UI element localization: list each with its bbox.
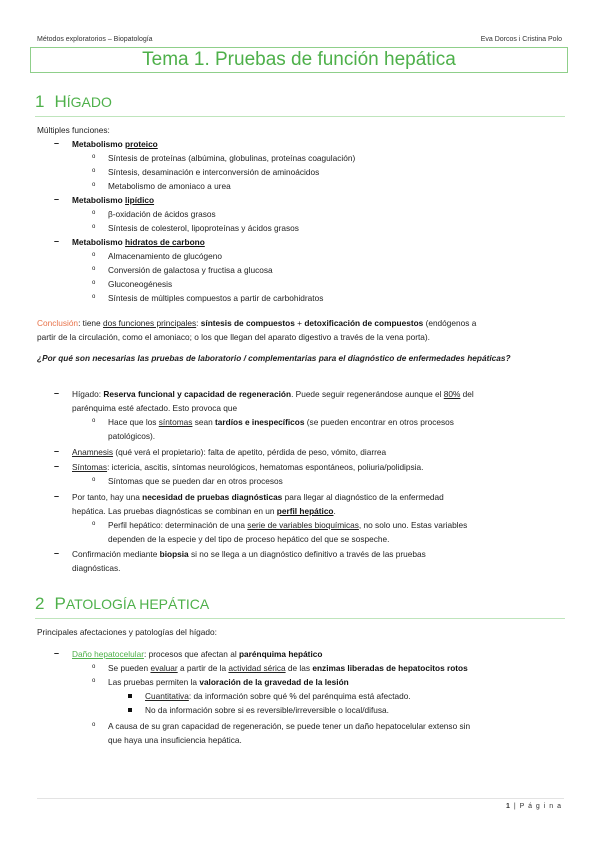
section-2-title-initial: P <box>54 594 66 613</box>
circle-bullet-icon: o <box>92 182 96 188</box>
list-item: β-oxidación de ácidos grasos <box>108 209 216 219</box>
circle-bullet-icon: o <box>92 477 96 483</box>
sub-item-perfil-line-2: dependen de la especie y del tipo de proceso hepático del que se sospeche. <box>108 534 390 544</box>
running-header-right: Eva Dorcos i Cristina Polo <box>480 36 562 43</box>
square-bullet-icon <box>128 694 132 698</box>
section-2-heading <box>35 594 565 619</box>
paragraph-sintomas: Síntomas: ictericia, ascitis, síntomas neurológicos, hematomas espontáneos, poliuria/polidipsia. <box>72 462 424 472</box>
paragraph-higado: Hígado: Reserva funcional y capacidad de regeneración. Puede seguir regenerándose aunque el 80% del <box>72 389 474 399</box>
dash-bullet: – <box>54 491 60 501</box>
group-3-label: Metabolismo hidratos de carbono <box>72 237 205 247</box>
running-header-left: Métodos exploratorios – Biopatología <box>37 36 153 43</box>
circle-bullet-icon: o <box>92 210 96 216</box>
list-item: Gluconeogénesis <box>108 279 173 289</box>
dash-bullet: – <box>54 548 60 558</box>
dash-bullet: – <box>54 236 60 246</box>
circle-bullet-icon: o <box>92 664 96 670</box>
circle-bullet-icon: o <box>92 280 96 286</box>
dash-bullet: – <box>54 138 60 148</box>
list-item: Metabolismo de amoniaco a urea <box>108 181 231 191</box>
group-2-label: Metabolismo lipídico <box>72 195 155 205</box>
circle-bullet-icon: o <box>92 252 96 258</box>
footer-divider <box>37 798 564 799</box>
section-2-title-rest: ATOLOGÍA HEPÁTICA <box>65 596 210 612</box>
paragraph-biopsia-line-2: diagnósticas. <box>72 563 121 573</box>
sub-item-evaluar: Se pueden evaluar a partir de la actividad sérica de las enzimas liberadas de hepatocitos rotos <box>108 663 468 673</box>
sub-item-sintomas-line-2: patológicos). <box>108 431 156 441</box>
circle-bullet-icon: o <box>92 154 96 160</box>
group-1-label: Metabolismo proteico <box>72 139 158 149</box>
circle-bullet-icon: o <box>92 294 96 300</box>
list-item: Síntesis de múltiples compuestos a partir de carbohidratos <box>108 293 324 303</box>
paragraph-necesidad-line-2: hepática. Las pruebas diagnósticas se combinan en un perfil hepático. <box>72 506 336 516</box>
sub-sub-item-cuantitativa: Cuantitativa: da información sobre qué % del parénquima está afectado. <box>145 691 411 701</box>
dash-bullet: – <box>54 648 60 658</box>
sub-item-valoracion: Las pruebas permiten la valoración de la gravedad de la lesión <box>108 677 349 687</box>
section-2-intro: Principales afectaciones y patologías del hígado: <box>37 627 217 637</box>
list-item: Síntesis de proteínas (albúmina, globulinas, proteínas coagulación) <box>108 153 356 163</box>
square-bullet-icon <box>128 708 132 712</box>
circle-bullet-icon: o <box>92 678 96 684</box>
sub-item-regeneracion: A causa de su gran capacidad de regeneración, se puede tener un daño hepatocelular extenso sin <box>108 721 471 731</box>
sub-item-regeneracion-line-2: que haya una insuficiencia hepática. <box>108 735 242 745</box>
section-1-title-rest: ÍGADO <box>66 94 112 110</box>
circle-bullet-icon: o <box>92 224 96 230</box>
dano-hepatocelular-item: Daño hepatocelular: procesos que afectan al parénquima hepático <box>72 649 323 659</box>
list-item: Síntesis de colesterol, lipoproteínas y ácidos grasos <box>108 223 299 233</box>
conclusion-line-2: partir de la circulación, como el amoniaco; o los que llegan del aparato digestivo a través de la vena porta). <box>37 332 430 342</box>
list-item: Síntesis, desaminación e interconversión de aminoácidos <box>108 167 320 177</box>
conclusion-line-1: Conclusión: tiene dos funciones principales: síntesis de compuestos + detoxificación de compuestos (endógenos a <box>37 318 477 328</box>
question-paragraph: ¿Por qué son necesarias las pruebas de laboratorio / complementarias para el diagnóstico de enfermedades hepáticas? <box>37 353 511 363</box>
document-title: Tema 1. Pruebas de función hepática <box>30 47 568 73</box>
section-1-heading <box>35 92 565 117</box>
section-1-title-initial: H <box>54 92 67 111</box>
circle-bullet-icon: o <box>92 521 96 527</box>
circle-bullet-icon: o <box>92 418 96 424</box>
circle-bullet-icon: o <box>92 722 96 728</box>
page-number: 1 <box>505 803 511 810</box>
list-item: Almacenamiento de glucógeno <box>108 251 222 261</box>
list-item: Conversión de galactosa y fructisa a glucosa <box>108 265 273 275</box>
sub-item-sintomas: Hace que los síntomas sean tardíos e inespecíficos (se pueden encontrar en otros procesos <box>108 417 454 427</box>
section-1-number: 1 <box>35 92 45 111</box>
circle-bullet-icon: o <box>92 266 96 272</box>
paragraph-anamnesis: Anamnesis (qué verá el propietario): falta de apetito, pérdida de peso, vómito, diarrea <box>72 447 387 457</box>
circle-bullet-icon: o <box>92 168 96 174</box>
dash-bullet: – <box>54 194 60 204</box>
paragraph-necesidad: Por tanto, hay una necesidad de pruebas diagnósticas para llegar al diagnóstico de la enfermedad <box>72 492 444 502</box>
section-1-intro: Múltiples funciones: <box>37 125 110 135</box>
paragraph-higado-line-2: parénquima esté afectado. Esto provoca que <box>72 403 238 413</box>
dash-bullet: – <box>54 461 60 471</box>
paragraph-biopsia: Confirmación mediante biopsia si no se llega a un diagnóstico definitivo a través de las pruebas <box>72 549 426 559</box>
section-2-number: 2 <box>35 594 45 613</box>
sub-sub-item-no-info: No da información sobre si es reversible/irreversible o local/difusa. <box>145 705 389 715</box>
dash-bullet: – <box>54 446 60 456</box>
sub-item-perfil: Perfil hepático: determinación de una serie de variables bioquímicas, no solo uno. Estas variables <box>108 520 468 530</box>
sub-item-otros-procesos: Síntomas que se pueden dar en otros procesos <box>108 476 283 486</box>
page-footer: 1 | P á g i n a <box>505 803 562 810</box>
dash-bullet: – <box>54 388 60 398</box>
